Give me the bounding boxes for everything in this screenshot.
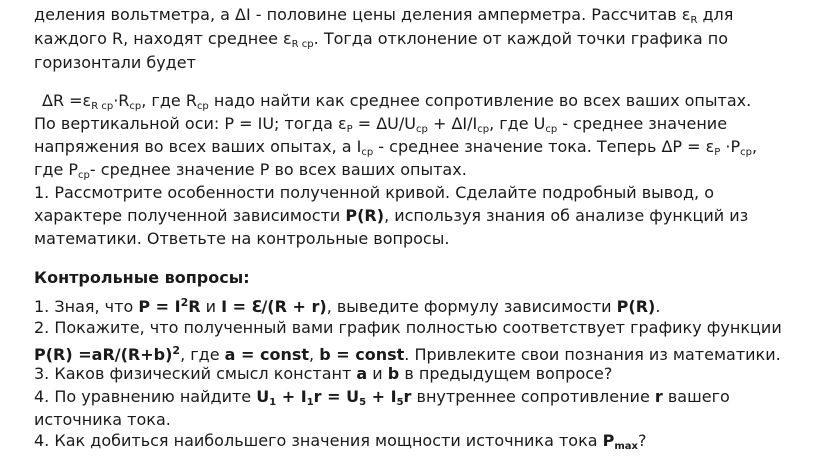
paragraph2-line7: математики. Ответьте на контрольные вопросы. bbox=[34, 229, 450, 248]
question-3: 3. Каков физический смысл констант a и b в предыдущем вопросе? bbox=[34, 364, 613, 383]
question-2-line2: $P(R) =aR/(R+b)^2$, где a = const, b = const. Привлеките свои познания из математики. bbox=[34, 344, 781, 364]
paragraph2-line4: где $P_{ср}-$ среднее значение P во всех ваших опытах. bbox=[34, 160, 467, 181]
question-1: 1. Зная, что $P = I^2R$ и I = ℇ/(R + r), выведите формулу зависимости P(R). bbox=[34, 296, 661, 316]
question-4-line2: источника тока. bbox=[34, 410, 171, 429]
paragraph1-line1: деления вольтметра, а ΔI - половине цены деления амперметра. Рассчитав $\varepsilon_R$ для bbox=[34, 5, 734, 26]
question-4-line1: 4. По уравнению найдите $U_1 + I_1r = U_5 + I_5r$ внутреннее сопротивление r вашего bbox=[34, 387, 730, 408]
question-2-line1: 2. Покажите, что полученный вами график полностью соответствует графику функции bbox=[34, 318, 782, 337]
questions-heading: Контрольные вопросы: bbox=[34, 268, 250, 287]
paragraph1-line2: каждого R, находят среднее $\varepsilon_{R ср}$. Тогда отклонение от каждой точки графика по bbox=[34, 29, 729, 50]
paragraph2-line3: напряжения во всех ваших опытах, а $I_{ср}$ - среднее значение тока. Теперь $\Delta P = \varepsilon_P \cdot P_{ср}$, bbox=[34, 137, 758, 158]
paragraph2-line6: характере полученной зависимости P(R), используя знания об анализе функций из bbox=[34, 206, 749, 225]
paragraph2-line2: По вертикальной оси: P = IU; тогда $\varepsilon_P = \Delta U/U_{ср} + \Delta I/I_{ср}$, где $U_{ср}$ - среднее значение bbox=[34, 114, 728, 135]
paragraph2-line1: $\Delta R =\varepsilon_{R ср}\cdot R_{ср}$, где $R_{ср}$ надо найти как среднее сопротивление во всех ваших опытах. bbox=[42, 91, 752, 112]
question-5: 4. Как добиться наибольшего значения мощности источника тока $P_{max}$? bbox=[34, 431, 647, 452]
paragraph1-line3: горизонтали будет bbox=[34, 53, 196, 72]
paragraph2-line5: 1. Рассмотрите особенности полученной кривой. Сделайте подробный вывод, о bbox=[34, 183, 714, 202]
